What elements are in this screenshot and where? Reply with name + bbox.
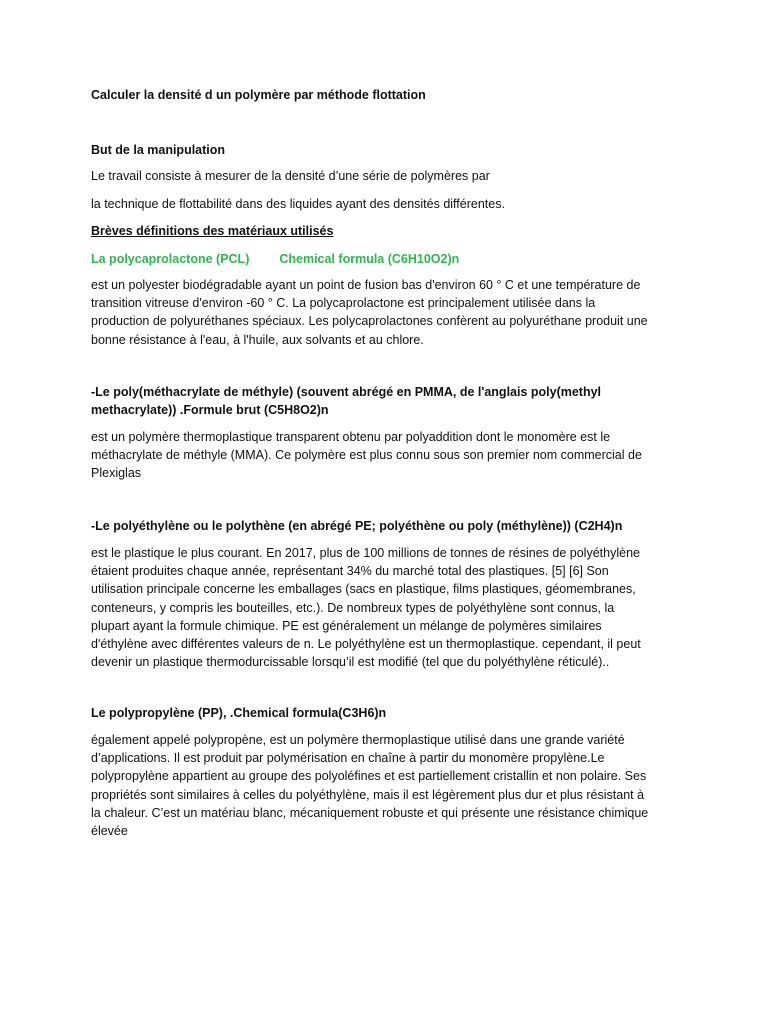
purpose-line: Le travail consiste à mesurer de la densité d’une série de polymères par xyxy=(91,169,490,183)
body-line: est un polyester biodégradable ayant un point de fusion bas d'environ 60 ° C et une température de xyxy=(91,278,641,292)
heading-line: methacrylate)) .Formule brut (C5H8O2)n xyxy=(91,403,329,418)
body-line: bonne résistance à l'eau, à l'huile, aux solvants et au chlore. xyxy=(91,332,424,347)
body-line: plupart ayant la formule chimique. PE est généralement un mélange de polymères similaires xyxy=(91,618,602,633)
body-line: polypropylène appartient au groupe des polyoléfines et est partiellement cristallin et non polaire. Ses xyxy=(91,769,647,784)
heading-line: -Le polyéthylène ou le polythène (en abrégé PE; polyéthène ou poly (méthylène)) (C2H4)n xyxy=(91,519,623,533)
material-formula: Chemical formula (C6H10O2)n xyxy=(279,252,460,266)
body-line: d'éthylène avec différentes valeurs de n. Le polyéthylène est un thermoplastique. cependant, il peut xyxy=(91,637,641,652)
material-body-pe xyxy=(91,544,691,671)
material-heading-pp xyxy=(91,704,691,722)
heading-line: -Le poly(méthacrylate de méthyle) (souvent abrégé en PMMA, de l'anglais poly(methyl xyxy=(91,385,602,399)
material-heading-pe xyxy=(91,517,691,535)
body-line: devenir un plastique thermodurcissable lorsqu’il est modifié (tel que du polyéthylène réticulé).. xyxy=(91,655,610,670)
definitions-heading: Brèves définitions des matériaux utilisés xyxy=(91,224,334,238)
material-body-pcl xyxy=(91,276,691,349)
body-line: Plexiglas xyxy=(91,466,142,481)
body-line: propriétés sont similaires à celles du polyéthylène, mais il est légèrement plus dur et plus résistant à xyxy=(91,787,645,802)
body-line: également appelé polypropène, est un polymère thermoplastique utilisé dans une grande variété xyxy=(91,733,625,747)
body-line: conteneurs, y compris les bouteilles, etc.). De nombreux types de polyéthylène sont connus, la xyxy=(91,600,615,615)
body-line: d’applications. Il est produit par polymérisation en chaîne à partir du monomère propylène.Le xyxy=(91,751,605,766)
body-line: production de polyuréthanes spéciaux. Les polycaprolactones confèrent au polyuréthane produit une xyxy=(91,314,648,329)
body-line: est un polymère thermoplastique transparent obtenu par polyaddition dont le monomère est le xyxy=(91,430,611,444)
purpose-line: la technique de flottabilité dans des liquides ayant des densités différentes. xyxy=(91,197,505,211)
body-line: la chaleur. C’est un matériau blanc, mécaniquement robuste et qui présente une résistance chimique xyxy=(91,805,649,820)
material-heading-pcl xyxy=(91,250,459,268)
body-line: transition vitreuse d'environ -60 ° C. La polycaprolactone est principalement utilisée dans la xyxy=(91,296,596,311)
material-body-pmma xyxy=(91,428,691,483)
purpose-heading: But de la manipulation xyxy=(91,143,226,157)
heading-line: Le polypropylène (PP), .Chemical formula(C3H6)n xyxy=(91,706,387,720)
material-name: La polycaprolactone (PCL) xyxy=(91,252,250,266)
body-line: est le plastique le plus courant. En 2017, plus de 100 millions de tonnes de résines de polyéthylène xyxy=(91,546,640,560)
material-body-pp xyxy=(91,731,691,840)
body-line: étaient produites chaque année, représentant 34% du marché total des plastiques. [5] [6] Son xyxy=(91,564,609,579)
body-line: méthacrylate de méthyle (MMA). Ce polymère est plus connu sous son premier nom commercial de xyxy=(91,448,642,463)
document-title: Calculer la densité d un polymère par méthode flottation xyxy=(91,88,426,102)
body-line: utilisation principale concerne les emballages (sacs en plastique, films plastiques, géomembranes, xyxy=(91,582,636,597)
material-heading-pmma xyxy=(91,383,691,419)
body-line: élevée xyxy=(91,824,128,839)
